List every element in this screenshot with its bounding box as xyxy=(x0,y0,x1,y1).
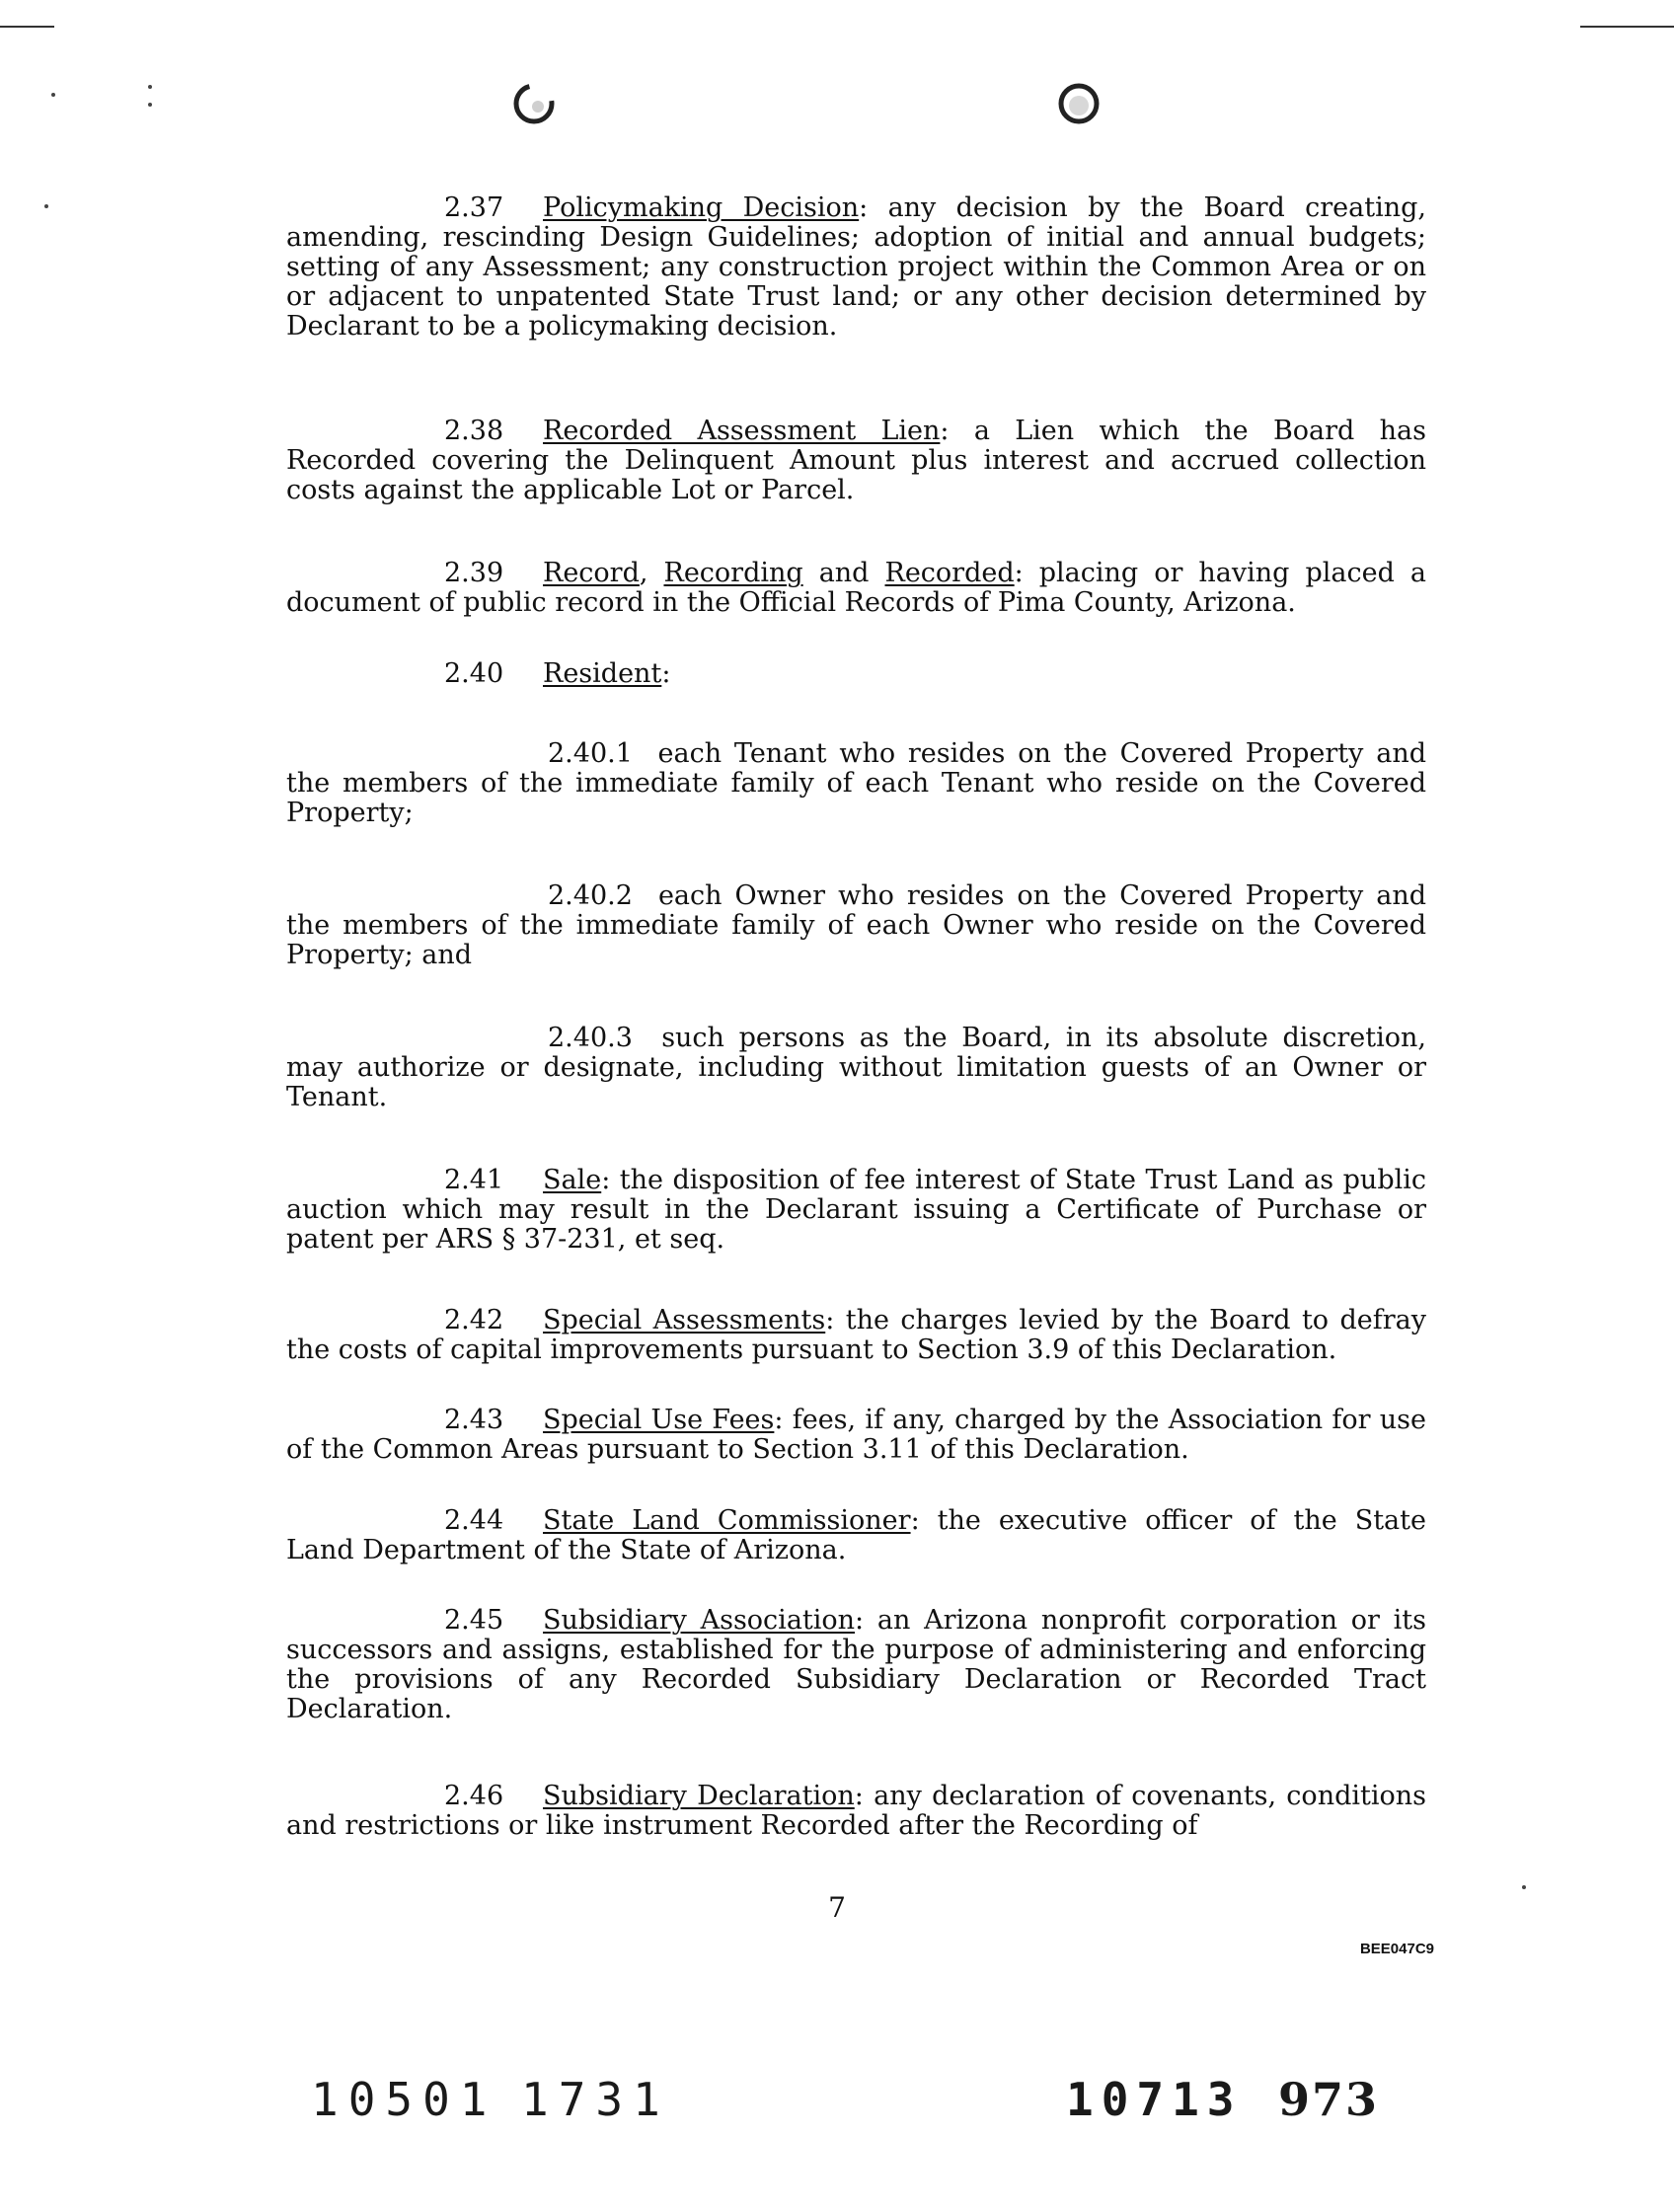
section-number: 2.37 xyxy=(444,192,504,223)
definition-2-39 xyxy=(286,559,1426,618)
defined-term: Policymaking Decision xyxy=(543,192,860,223)
defined-term: Special Assessments xyxy=(543,1305,826,1335)
section-number: 2.40 xyxy=(444,658,504,689)
definition-2-37 xyxy=(286,193,1426,342)
resident-item-2-40-2 xyxy=(286,881,1426,970)
scan-speck xyxy=(148,103,152,107)
subsection-text: each Owner who resides on the Covered Property and the members of the immediate family of each Owner who reside on the Covered Property; and xyxy=(286,880,1426,970)
definition-2-38 xyxy=(286,417,1426,505)
section-number: 2.43 xyxy=(444,1405,504,1435)
defined-term-record: Record xyxy=(543,558,640,588)
recording-stamp-page-2: 973 xyxy=(1278,2073,1380,2126)
scan-edge-mark-left xyxy=(0,26,54,28)
subsection-number: 2.40.1 xyxy=(548,738,633,769)
term-separator: and xyxy=(802,558,885,588)
scan-speck xyxy=(1522,1885,1526,1889)
section-number: 2.39 xyxy=(444,558,504,588)
definition-2-45 xyxy=(286,1606,1426,1724)
definition-2-40 xyxy=(286,659,670,689)
punch-hole-icon xyxy=(511,81,557,126)
definition-text: : the charges levied by the Board to defray the costs of capital improvements pursuant to Section 3.9 of this Declaration. xyxy=(286,1305,1426,1365)
defined-term: Subsidiary Declaration xyxy=(543,1781,855,1811)
scan-speck xyxy=(148,85,152,89)
definition-text: : an Arizona nonprofit corporation or its successors and assigns, established for the purpose of administering and enforcing the provisions of any Recorded Subsidiary Declaration or Recorded Tract Declaration. xyxy=(286,1605,1426,1724)
section-number: 2.41 xyxy=(444,1165,504,1195)
definition-text: : any declaration of covenants, conditions and restrictions or like instrument Recorded after the Recording of xyxy=(286,1781,1426,1841)
resident-item-2-40-1 xyxy=(286,739,1426,828)
definition-2-44 xyxy=(286,1506,1426,1565)
section-number: 2.42 xyxy=(444,1305,504,1335)
subsection-number: 2.40.3 xyxy=(548,1023,633,1053)
defined-term: Subsidiary Association xyxy=(543,1605,856,1636)
page-number: 7 xyxy=(828,1891,846,1924)
scan-edge-mark-right xyxy=(1580,26,1674,28)
subsection-text: each Tenant who resides on the Covered Property and the members of the immediate family of each Tenant who reside on the Covered Property; xyxy=(286,738,1426,828)
recording-stamp-docket: 10501 xyxy=(311,2073,497,2126)
scan-speck xyxy=(44,204,48,208)
defined-term-recorded: Recorded xyxy=(884,558,1015,588)
defined-term: Resident xyxy=(543,658,662,689)
defined-term: State Land Commissioner xyxy=(543,1505,911,1536)
section-number: 2.44 xyxy=(444,1505,504,1536)
definition-text: : fees, if any, charged by the Association for use of the Common Areas pursuant to Section 3.11 of this Declaration. xyxy=(286,1405,1426,1465)
recording-stamp-page: 1731 xyxy=(521,2073,670,2126)
definition-text: : the executive officer of the State Land Department of the State of Arizona. xyxy=(286,1505,1426,1565)
subsection-text: such persons as the Board, in its absolute discretion, may authorize or designate, including without limitation guests of an Owner or Tenant. xyxy=(286,1023,1426,1112)
defined-term: Special Use Fees xyxy=(543,1405,775,1435)
punch-hole-icon xyxy=(1056,81,1102,126)
defined-term-recording: Recording xyxy=(663,558,803,588)
definition-2-42 xyxy=(286,1306,1426,1365)
recording-stamp-docket-2: 10713 xyxy=(1066,2073,1243,2126)
definition-text: : the disposition of fee interest of State Trust Land as public auction which may result in the Declarant issuing a Certificate of Purchase or patent per ARS § 37-231, et seq. xyxy=(286,1165,1426,1255)
definition-text: : any decision by the Board creating, amending, rescinding Design Guidelines; adoption of initial and annual budgets; setting of any Assessment; any construction project within the Common Area or on or adjacent to unpatented State Trust land; or any other decision determined by Declarant to be a policymaking decision. xyxy=(286,192,1426,342)
subsection-number: 2.40.2 xyxy=(548,880,633,911)
term-separator: , xyxy=(639,558,664,588)
definition-text: : xyxy=(661,658,671,689)
section-number: 2.46 xyxy=(444,1781,504,1811)
definition-2-41 xyxy=(286,1166,1426,1255)
definition-2-46 xyxy=(286,1782,1426,1841)
resident-item-2-40-3 xyxy=(286,1024,1426,1112)
definition-text: : placing or having placed a document of public record in the Official Records of Pima County, Arizona. xyxy=(286,558,1426,618)
defined-term: Recorded Assessment Lien xyxy=(543,416,941,446)
section-number: 2.45 xyxy=(444,1605,504,1636)
scan-speck xyxy=(51,93,55,97)
section-number: 2.38 xyxy=(444,416,504,446)
defined-term: Sale xyxy=(543,1165,602,1195)
definition-text: : a Lien which the Board has Recorded covering the Delinquent Amount plus interest and accrued collection costs against the applicable Lot or Parcel. xyxy=(286,416,1426,505)
document-code: BEE047C9 xyxy=(1359,1941,1434,1957)
definition-2-43 xyxy=(286,1406,1426,1465)
